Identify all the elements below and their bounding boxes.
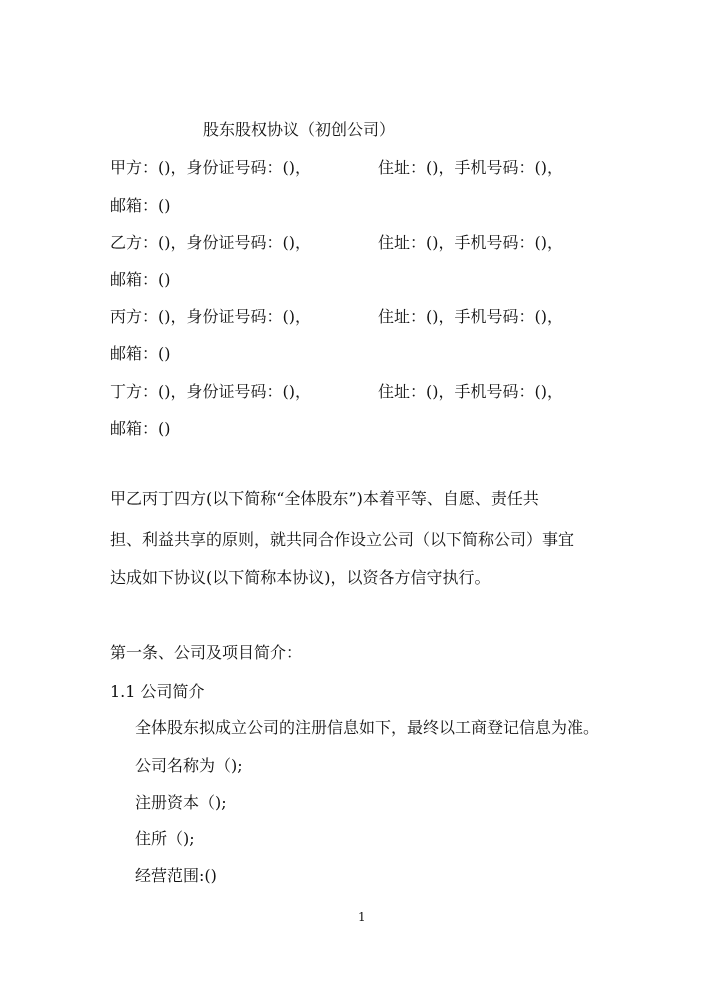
- address-line: 住所（);: [135, 829, 195, 848]
- party-ding-address-info: 住址：()，手机号码：()，: [378, 382, 563, 401]
- intro-line: 担、利益共享的原则，就共同合作设立公司（以下简称公司）事宜: [110, 530, 575, 549]
- party-ding-mailbox: 邮箱：(): [110, 419, 171, 438]
- company-name-line: 公司名称为（);: [135, 756, 243, 775]
- party-yi-mailbox: 邮箱：(): [110, 270, 171, 289]
- intro-line: 达成如下协议(以下简称本协议)，以资各方信守执行。: [110, 568, 491, 587]
- intro-line: 甲乙丙丁四方(以下简称“全体股东”)本着平等、自愿、责任共: [110, 489, 539, 508]
- party-bing-id-info: 丙方：()，身份证号码：()，: [110, 307, 311, 326]
- party-jia-address-info: 住址：()，手机号码：()，: [378, 158, 563, 177]
- business-scope-line: 经营范围:(): [135, 866, 217, 885]
- article-title: 第一条、公司及项目简介：: [110, 643, 303, 662]
- party-bing-mailbox: 邮箱：(): [110, 344, 171, 363]
- party-row-ding: [110, 382, 630, 402]
- party-bing-address-info: 住址：()，手机号码：()，: [378, 307, 563, 326]
- page-number: 1: [358, 910, 366, 924]
- party-ding-id-info: 丁方：()，身份证号码：()，: [110, 382, 311, 401]
- party-yi-id-info: 乙方：()，身份证号码：()，: [110, 233, 311, 252]
- party-jia-id-info: 甲方：()，身份证号码：()，: [110, 158, 311, 177]
- party-row-yi: [110, 233, 630, 253]
- party-row-jia: [110, 158, 630, 178]
- section-line: 全体股东拟成立公司的注册信息如下，最终以工商登记信息为准。: [135, 718, 600, 737]
- document-title: 股东股权协议（初创公司）: [203, 120, 396, 139]
- party-yi-address-info: 住址：()，手机号码：()，: [378, 233, 563, 252]
- party-jia-mailbox: 邮箱：(): [110, 196, 171, 215]
- registered-capital-line: 注册资本（);: [135, 793, 227, 812]
- party-row-bing: [110, 307, 630, 327]
- section-title: 1.1 公司简介: [110, 682, 205, 701]
